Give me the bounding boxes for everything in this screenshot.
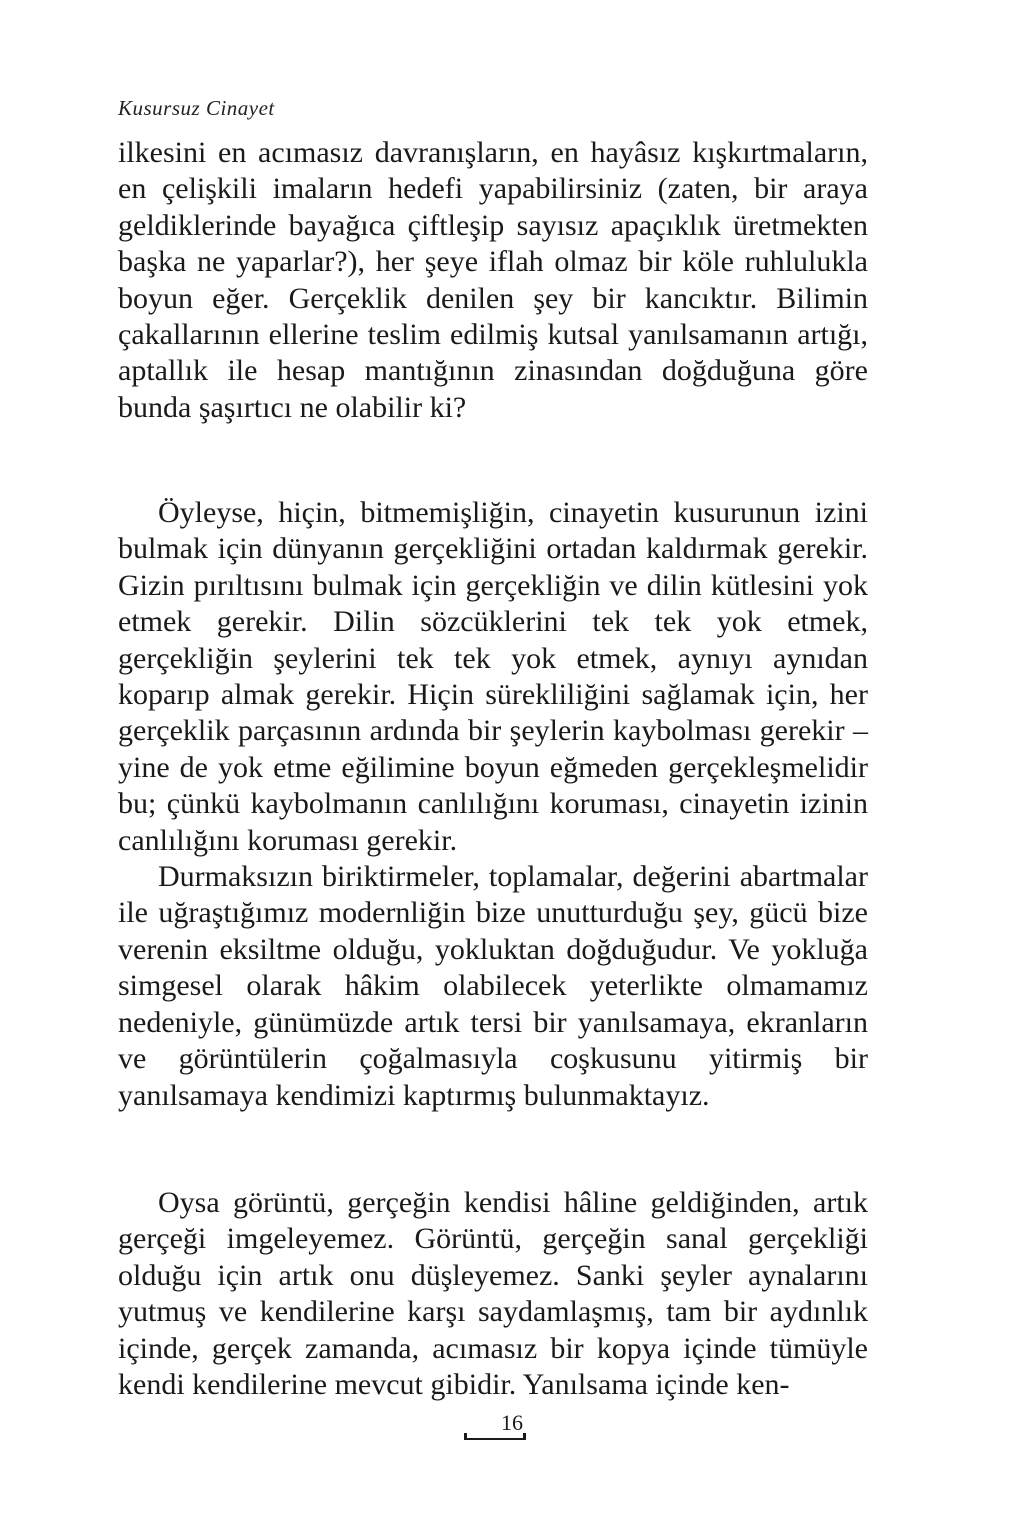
text-block-1 bbox=[118, 135, 868, 426]
paragraph-durmaksizin: Durmaksızın biriktirmeler, toplamalar, değerini abartmalar ile uğraştığımız modernliğin bize unutturduğu şey, gücü bize verenin eksiltme olduğu, yokluktan doğduğudur. Ve yokluğa simgesel olarak hâkim olabilecek yeterlikte olmamamız nedeniyle, günümüzde artık tersi bir yanılsamaya, ekranların ve görüntülerin çoğalmasıyla coşkusunu yitirmiş bir yanılsamaya kendimizi kaptırmış bulunmaktayız. bbox=[118, 860, 868, 1112]
folio-rule bbox=[464, 1438, 526, 1440]
text-block-3 bbox=[118, 1185, 868, 1403]
folio-tick-right bbox=[523, 1433, 526, 1440]
page-number bbox=[0, 1410, 1024, 1436]
page-number-text: 16 bbox=[501, 1410, 523, 1435]
folio-tick-left bbox=[464, 1433, 467, 1440]
paragraph-continuation: ilkesini en acımasız davranışların, en hayâsız kışkırtmaların, en çelişkili imaların hedefi yapabilirsiniz (zaten, bir araya geldiklerinde bayağıca çiftleşip sayısız apaçıklık üretmekten başka ne yaparlar?), her şeye iflah olmaz bir köle ruhlulukla boyun eğer. Gerçeklik denilen şey bir kancıktır. Bilimin çakallarının ellerine teslim edilmiş kutsal yanılsamanın artığı, aptallık ile hesap mantığının zinasından doğduğuna göre bunda şaşırtıcı ne olabilir ki? bbox=[118, 136, 868, 424]
paragraph-oysa: Oysa görüntü, gerçeğin kendisi hâline geldiğinden, artık gerçeği imgeleyemez. Görüntü, gerçeğin sanal gerçekliği olduğu için artık onu düşleyemez. Sanki şeyler aynalarını yutmuş ve kendilerine karşı saydamlaşmış, tam bir aydınlık içinde, gerçek zamanda, acımasız bir kopya içinde tümüyle kendi kendilerine mevcut gibidir. Yanılsama içinde ken- bbox=[118, 1186, 868, 1402]
text-block-2 bbox=[118, 495, 868, 1114]
paragraph-oyleyse: Öyleyse, hiçin, bitmemişliğin, cinayetin kusurunun izini bulmak için dünyanın gerçekliğini ortadan kaldırmak gerekir. Gizin pırıltısını bulmak için gerçekliğin ve dilin kütlesini yok etmek gerekir. Dilin sözcüklerini tek tek yok etmek, gerçekliğin şeylerini tek tek yok etmek, aynıyı aynıdan koparıp almak gerekir. Hiçin sürekliliğini sağlamak için, her gerçeklik parçasının ardında bir şeylerin kaybolması gerekir – yine de yok etme eğilimine boyun eğmeden gerçekleşmelidir bu; çünkü kaybolmanın canlılığını koruması, cinayetin izinin canlılığını koruması gerekir. bbox=[118, 496, 868, 857]
running-head: Kusursuz Cinayet bbox=[118, 96, 275, 120]
